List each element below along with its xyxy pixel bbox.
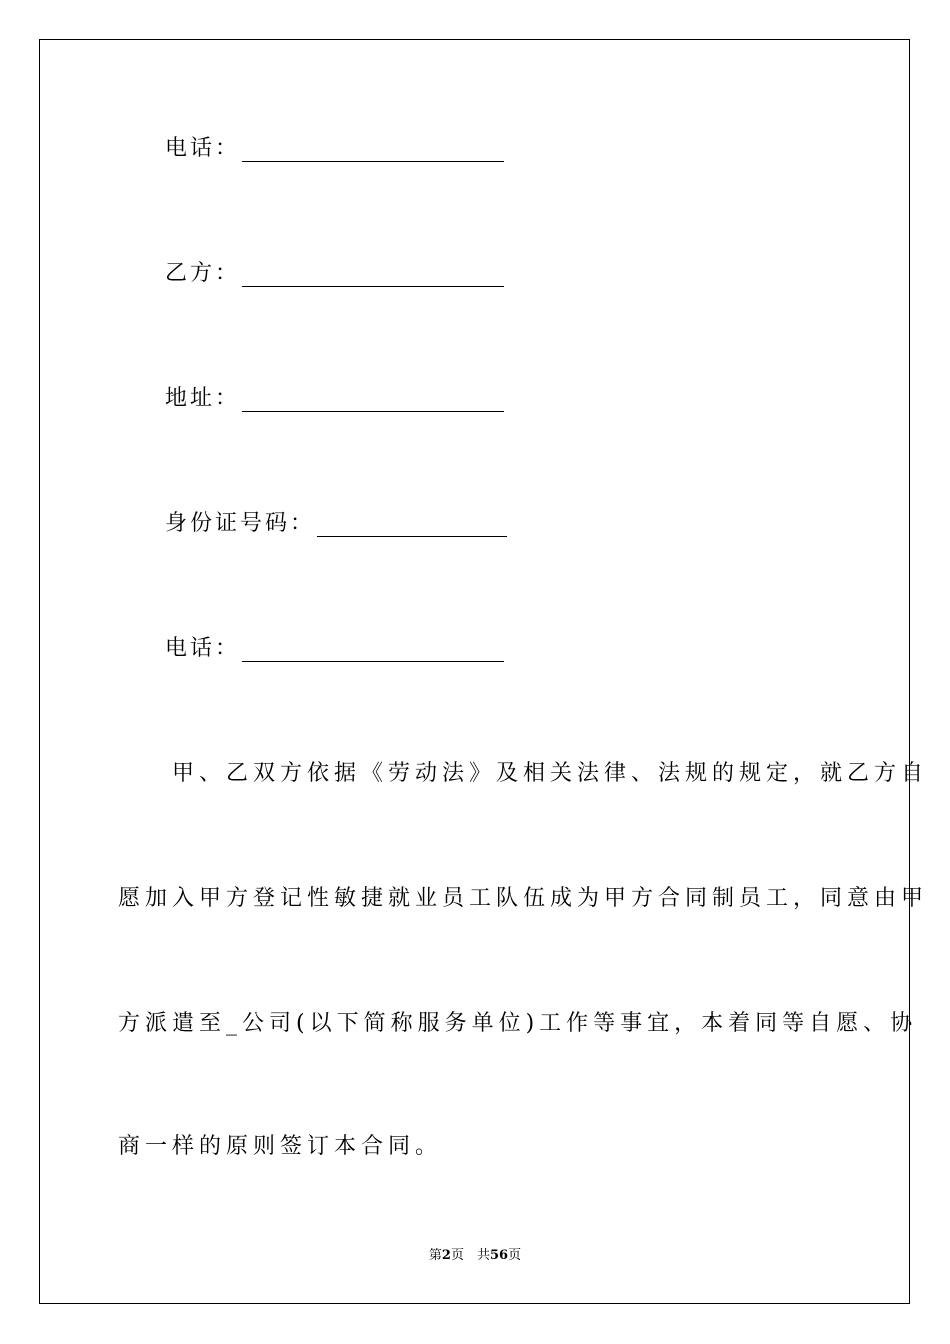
paragraph-line-1: 甲、乙双方依据《劳动法》及相关法律、法规的规定，就乙方自 xyxy=(118,761,929,786)
fill-in-blank[interactable] xyxy=(242,266,504,287)
field-label: 地址： xyxy=(165,386,241,411)
footer-mid: 页 共 xyxy=(450,1248,490,1263)
field-label: 乙方： xyxy=(165,261,241,286)
fill-in-blank[interactable] xyxy=(242,141,504,162)
current-page-number: 2 xyxy=(441,1248,451,1263)
field-phone-b xyxy=(165,636,504,662)
fill-in-blank[interactable] xyxy=(242,391,504,412)
footer-prefix: 第 xyxy=(428,1248,442,1263)
field-label: 电话： xyxy=(165,636,241,661)
field-label: 电话： xyxy=(165,136,241,161)
fill-in-blank[interactable] xyxy=(242,641,504,662)
paragraph-line-2: 愿加入甲方登记性敏捷就业员工队伍成为甲方合同制员工，同意由甲 xyxy=(118,886,929,911)
footer-suffix: 页 xyxy=(508,1248,522,1263)
field-address xyxy=(165,386,504,412)
page-footer xyxy=(0,1248,950,1264)
fill-in-blank[interactable] xyxy=(317,516,507,537)
page-border xyxy=(39,39,910,1304)
field-id-number xyxy=(165,511,507,537)
total-page-number: 56 xyxy=(489,1248,509,1263)
paragraph-line-4: 商一样的原则签订本合同。 xyxy=(118,1134,443,1159)
paragraph-line-3: 方派遣至_公司(以下简称服务单位)工作等事宜，本着同等自愿、协 xyxy=(118,1011,918,1036)
field-phone-a xyxy=(165,136,504,162)
field-label: 身份证号码： xyxy=(165,511,316,536)
field-party-b xyxy=(165,261,504,287)
